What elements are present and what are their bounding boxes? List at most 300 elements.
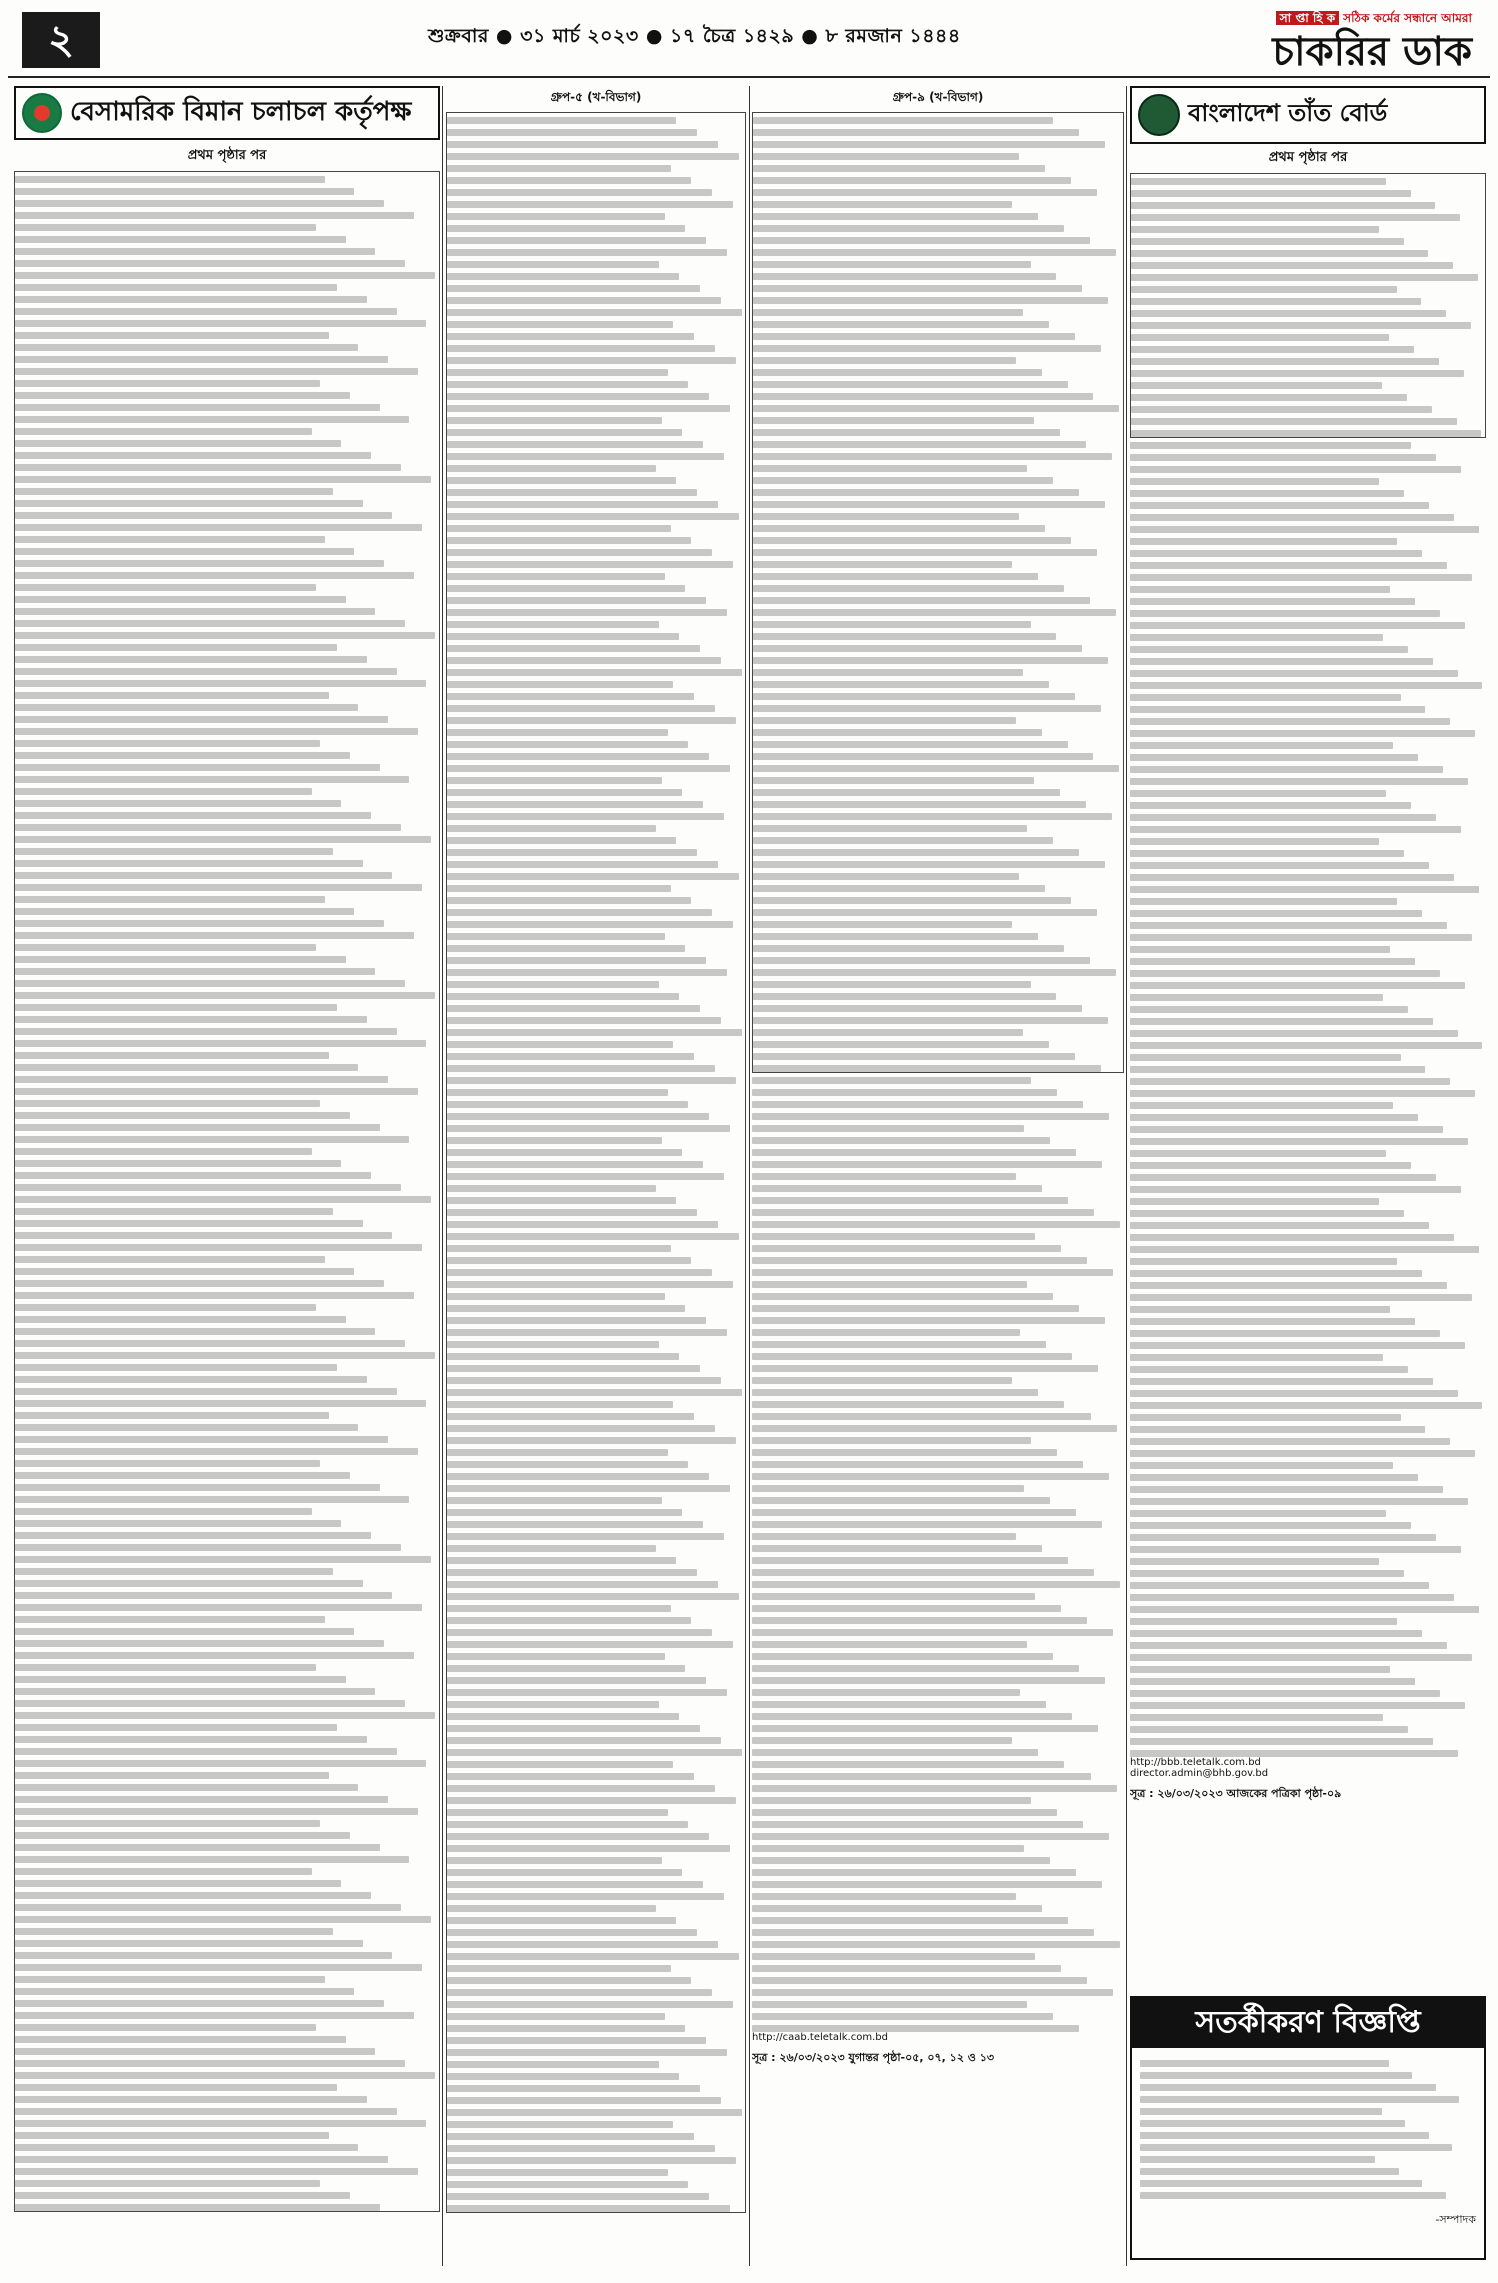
text-line bbox=[752, 1233, 1035, 1240]
text-line bbox=[1130, 1102, 1393, 1109]
text-line bbox=[15, 1928, 333, 1935]
text-line bbox=[15, 1520, 341, 1527]
text-line bbox=[752, 1221, 1120, 1228]
text-line bbox=[752, 1101, 1083, 1108]
text-line bbox=[447, 1677, 706, 1684]
text-line bbox=[15, 1616, 325, 1623]
text-line bbox=[1130, 1126, 1443, 1133]
column-divider bbox=[749, 86, 750, 2266]
text-line bbox=[447, 261, 659, 268]
text-line bbox=[15, 872, 392, 879]
text-line bbox=[15, 1664, 316, 1671]
text-line bbox=[1130, 1270, 1422, 1277]
text-line bbox=[753, 873, 1019, 880]
text-line bbox=[15, 1652, 414, 1659]
caab-instructions bbox=[752, 1077, 1124, 2032]
warning-notice-body bbox=[1132, 2052, 1484, 2207]
text-line bbox=[447, 1653, 665, 1660]
text-line bbox=[753, 369, 1042, 376]
text-line bbox=[15, 440, 341, 447]
text-line bbox=[447, 801, 703, 808]
text-line bbox=[1130, 1258, 1397, 1265]
text-line bbox=[752, 1989, 1113, 1996]
text-line bbox=[15, 1604, 422, 1611]
text-line bbox=[15, 368, 418, 375]
text-line bbox=[447, 909, 712, 916]
caab-source: সূত্র : ২৬/০৩/২০২৩ যুগান্তর পৃষ্ঠা-০৫, ০৭, ১২ ও ১৩ bbox=[752, 2051, 995, 2064]
text-line bbox=[15, 332, 329, 339]
text-line bbox=[1130, 1342, 1465, 1349]
text-line bbox=[15, 1676, 346, 1683]
text-line bbox=[447, 1257, 691, 1264]
text-line bbox=[753, 501, 1105, 508]
text-line bbox=[15, 2048, 375, 2055]
text-line bbox=[752, 1677, 1105, 1684]
text-line bbox=[752, 1821, 1083, 1828]
text-line bbox=[15, 860, 363, 867]
text-line bbox=[752, 1797, 1031, 1804]
text-line bbox=[15, 656, 367, 663]
text-line bbox=[1131, 262, 1453, 269]
text-line bbox=[1130, 1462, 1393, 1469]
text-line bbox=[447, 1305, 685, 1312]
text-line bbox=[1130, 886, 1479, 893]
text-line bbox=[752, 1713, 1072, 1720]
text-line bbox=[752, 1137, 1050, 1144]
text-line bbox=[15, 1700, 405, 1707]
text-line bbox=[1130, 1426, 1425, 1433]
text-line bbox=[447, 1509, 682, 1516]
caab-post-rows bbox=[447, 117, 745, 2212]
text-line bbox=[1140, 2192, 1446, 2199]
text-line bbox=[1130, 1558, 1379, 1565]
text-line bbox=[1130, 1210, 1404, 1217]
text-line bbox=[752, 1701, 1046, 1708]
text-line bbox=[447, 2133, 694, 2140]
text-line bbox=[447, 1521, 703, 1528]
text-line bbox=[447, 1701, 659, 1708]
text-line bbox=[15, 968, 375, 975]
text-line bbox=[1130, 1294, 1472, 1301]
text-line bbox=[15, 1496, 409, 1503]
text-line bbox=[1130, 730, 1475, 737]
text-line bbox=[753, 249, 1116, 256]
text-line bbox=[15, 296, 367, 303]
text-line bbox=[447, 1221, 718, 1228]
text-line bbox=[15, 1484, 380, 1491]
text-line bbox=[753, 441, 1086, 448]
text-line bbox=[1130, 1378, 1433, 1385]
text-line bbox=[752, 1173, 1016, 1180]
text-line bbox=[1130, 1690, 1440, 1697]
text-line bbox=[1130, 682, 1482, 689]
text-line bbox=[15, 944, 316, 951]
text-line bbox=[447, 573, 665, 580]
text-line bbox=[15, 812, 371, 819]
caab-website: http://caab.teletalk.com.bd bbox=[752, 2032, 888, 2043]
text-line bbox=[15, 1424, 358, 1431]
text-line bbox=[447, 2121, 673, 2128]
text-line bbox=[15, 524, 422, 531]
text-line bbox=[15, 1460, 320, 1467]
caab-post-table bbox=[14, 171, 440, 2212]
text-line bbox=[752, 1509, 1076, 1516]
text-line bbox=[753, 909, 1097, 916]
text-line bbox=[753, 537, 1071, 544]
text-line bbox=[1130, 538, 1397, 545]
brand-weekly-tag: সা প্তা হি ক bbox=[1276, 11, 1339, 25]
caab-banner bbox=[14, 86, 440, 140]
text-line bbox=[1130, 1498, 1468, 1505]
text-line bbox=[15, 1328, 375, 1335]
text-line bbox=[752, 1965, 1061, 1972]
text-line bbox=[1130, 658, 1433, 665]
text-line bbox=[15, 1532, 371, 1539]
text-line bbox=[447, 153, 739, 160]
text-line bbox=[15, 1988, 354, 1995]
text-line bbox=[447, 1161, 703, 1168]
text-line bbox=[752, 1581, 1120, 1588]
text-line bbox=[15, 704, 358, 711]
text-line bbox=[1131, 370, 1464, 377]
text-line bbox=[447, 1329, 727, 1336]
text-line bbox=[447, 621, 659, 628]
text-line bbox=[15, 608, 375, 615]
text-line bbox=[447, 789, 682, 796]
text-line bbox=[752, 1113, 1109, 1120]
text-line bbox=[1140, 2132, 1429, 2139]
text-line bbox=[447, 2085, 700, 2092]
text-line bbox=[752, 1545, 1042, 1552]
text-line bbox=[1130, 1090, 1475, 1097]
text-line bbox=[1130, 1198, 1379, 1205]
handloom-banner bbox=[1130, 86, 1486, 144]
text-line bbox=[15, 1088, 418, 1095]
text-line bbox=[1130, 898, 1397, 905]
text-line bbox=[1131, 310, 1446, 317]
text-line bbox=[15, 1916, 431, 1923]
text-line bbox=[752, 1257, 1087, 1264]
text-line bbox=[1130, 874, 1454, 881]
text-line bbox=[1140, 2168, 1399, 2175]
text-line bbox=[752, 1089, 1057, 1096]
text-line bbox=[1130, 1594, 1454, 1601]
text-line bbox=[447, 2145, 715, 2152]
text-line bbox=[752, 1809, 1057, 1816]
text-line bbox=[15, 2192, 350, 2199]
text-line bbox=[447, 1905, 656, 1912]
text-line bbox=[1130, 742, 1393, 749]
text-line bbox=[447, 1041, 673, 1048]
text-line bbox=[1130, 982, 1465, 989]
warning-notice-signature: -সম্পাদক bbox=[1435, 2213, 1476, 2226]
caab-post-table bbox=[446, 112, 746, 2213]
text-line bbox=[447, 1389, 742, 1396]
text-line bbox=[752, 1485, 1024, 1492]
text-line bbox=[1131, 202, 1435, 209]
text-line bbox=[447, 1989, 712, 1996]
text-line bbox=[753, 405, 1119, 412]
text-line bbox=[752, 1953, 1035, 1960]
text-line bbox=[753, 285, 1082, 292]
text-line bbox=[15, 1580, 363, 1587]
text-line bbox=[15, 1736, 367, 1743]
text-line bbox=[752, 1197, 1068, 1204]
caab-post-table bbox=[752, 112, 1124, 1073]
text-line bbox=[447, 1413, 694, 1420]
text-line bbox=[752, 1245, 1061, 1252]
text-line bbox=[447, 1017, 721, 1024]
text-line bbox=[447, 1029, 742, 1036]
text-line bbox=[1130, 1066, 1425, 1073]
text-line bbox=[1131, 178, 1386, 185]
text-line bbox=[447, 321, 673, 328]
text-line bbox=[447, 981, 659, 988]
text-line bbox=[753, 789, 1060, 796]
text-line bbox=[15, 428, 312, 435]
text-line bbox=[447, 1569, 697, 1576]
text-line bbox=[15, 1040, 426, 1047]
text-line bbox=[753, 921, 1012, 928]
text-line bbox=[1140, 2084, 1436, 2091]
text-line bbox=[447, 1401, 673, 1408]
text-line bbox=[15, 1220, 363, 1227]
text-line bbox=[15, 896, 325, 903]
text-line bbox=[447, 2013, 665, 2020]
text-line bbox=[753, 129, 1079, 136]
text-line bbox=[447, 1089, 668, 1096]
text-line bbox=[15, 584, 316, 591]
text-line bbox=[15, 668, 397, 675]
group-heading: গ্রুপ-৫ (খ-বিভাগ) bbox=[550, 90, 642, 104]
text-line bbox=[15, 380, 320, 387]
text-line bbox=[752, 1149, 1076, 1156]
text-line bbox=[752, 1533, 1016, 1540]
text-line bbox=[447, 237, 706, 244]
text-line bbox=[15, 776, 409, 783]
text-line bbox=[1130, 1618, 1397, 1625]
text-line bbox=[1131, 238, 1404, 245]
text-line bbox=[753, 381, 1068, 388]
handloom-email: director.admin@bhb.gov.bd bbox=[1130, 1768, 1269, 1779]
text-line bbox=[1130, 1318, 1415, 1325]
handloom-column bbox=[1130, 86, 1486, 2266]
text-line bbox=[447, 1737, 721, 1744]
text-line bbox=[447, 357, 736, 364]
text-line bbox=[752, 1389, 1038, 1396]
text-line bbox=[15, 956, 346, 963]
text-line bbox=[15, 284, 337, 291]
text-line bbox=[15, 764, 380, 771]
brand-name: চাকরির ডাক bbox=[1272, 28, 1472, 75]
text-line bbox=[447, 1353, 679, 1360]
text-line bbox=[1130, 1642, 1447, 1649]
text-line bbox=[15, 1760, 426, 1767]
text-line bbox=[15, 1448, 418, 1455]
text-line bbox=[15, 1508, 312, 1515]
text-line bbox=[753, 741, 1068, 748]
text-line bbox=[753, 345, 1101, 352]
text-line bbox=[1130, 1570, 1404, 1577]
text-line bbox=[15, 1232, 392, 1239]
text-line bbox=[447, 465, 656, 472]
text-line bbox=[1130, 1606, 1479, 1613]
text-line bbox=[15, 1640, 384, 1647]
text-line bbox=[447, 1785, 715, 1792]
text-line bbox=[447, 225, 685, 232]
text-line bbox=[752, 1929, 1094, 1936]
text-line bbox=[447, 2109, 742, 2116]
text-line bbox=[753, 261, 1031, 268]
text-line bbox=[753, 201, 1012, 208]
text-line bbox=[752, 1605, 1061, 1612]
text-line bbox=[1130, 694, 1401, 701]
text-line bbox=[15, 2132, 329, 2139]
text-line bbox=[447, 1377, 721, 1384]
text-line bbox=[447, 2193, 709, 2200]
text-line bbox=[1130, 1282, 1447, 1289]
text-line bbox=[447, 1749, 742, 1756]
text-line bbox=[1130, 1030, 1458, 1037]
text-line bbox=[1130, 550, 1422, 557]
text-line bbox=[753, 693, 1075, 700]
text-line bbox=[15, 1436, 388, 1443]
text-line bbox=[753, 141, 1105, 148]
caab-column-3 bbox=[752, 86, 1124, 2266]
text-line bbox=[447, 1605, 671, 1612]
text-line bbox=[15, 2072, 435, 2079]
text-line bbox=[15, 716, 388, 723]
text-line bbox=[1131, 382, 1382, 389]
text-line bbox=[15, 1892, 371, 1899]
text-line bbox=[752, 1569, 1094, 1576]
text-line bbox=[1131, 226, 1379, 233]
text-line bbox=[15, 1796, 388, 1803]
text-line bbox=[447, 393, 709, 400]
text-line bbox=[1130, 778, 1468, 785]
text-line bbox=[752, 1941, 1120, 1948]
text-line bbox=[447, 585, 685, 592]
text-line bbox=[1130, 1330, 1440, 1337]
text-line bbox=[15, 1568, 333, 1575]
text-line bbox=[447, 681, 673, 688]
text-line bbox=[447, 1809, 668, 1816]
text-line bbox=[15, 464, 401, 471]
text-line bbox=[752, 1473, 1109, 1480]
page-number: ২ bbox=[22, 12, 100, 68]
text-line bbox=[753, 753, 1093, 760]
text-line bbox=[15, 272, 435, 279]
text-line bbox=[1130, 862, 1429, 869]
text-line bbox=[1131, 430, 1481, 437]
text-line bbox=[1130, 1114, 1418, 1121]
text-line bbox=[15, 1028, 397, 1035]
column-divider bbox=[1126, 86, 1127, 2266]
text-line bbox=[15, 1748, 397, 1755]
text-line bbox=[752, 1281, 1027, 1288]
text-line bbox=[1130, 562, 1447, 569]
text-line bbox=[447, 1497, 662, 1504]
caab-column-2 bbox=[446, 86, 746, 2266]
text-line bbox=[15, 1064, 358, 1071]
text-line bbox=[447, 1113, 709, 1120]
text-line bbox=[15, 1712, 435, 1719]
text-line bbox=[447, 189, 712, 196]
text-line bbox=[447, 825, 656, 832]
text-line bbox=[752, 1401, 1064, 1408]
text-line bbox=[15, 248, 375, 255]
text-line bbox=[753, 609, 1116, 616]
caab-title: বেসামরিক বিমান চলাচল কর্তৃপক্ষ bbox=[70, 97, 412, 127]
text-line bbox=[447, 969, 727, 976]
text-line bbox=[752, 1437, 1031, 1444]
text-line bbox=[15, 2156, 388, 2163]
caab-continued-label: প্রথম পৃষ্ঠার পর bbox=[187, 148, 267, 163]
text-line bbox=[753, 525, 1045, 532]
text-line bbox=[15, 1004, 337, 1011]
text-line bbox=[15, 452, 371, 459]
text-line bbox=[15, 2036, 346, 2043]
text-line bbox=[447, 693, 694, 700]
text-line bbox=[752, 1617, 1087, 1624]
text-line bbox=[15, 1976, 325, 1983]
text-line bbox=[1130, 814, 1436, 821]
text-line bbox=[15, 1628, 354, 1635]
text-line bbox=[447, 1629, 712, 1636]
text-line bbox=[447, 993, 679, 1000]
text-line bbox=[447, 921, 733, 928]
text-line bbox=[15, 1316, 346, 1323]
text-line bbox=[447, 453, 724, 460]
text-line bbox=[15, 920, 384, 927]
text-line bbox=[447, 1245, 671, 1252]
text-line bbox=[15, 1160, 341, 1167]
text-line bbox=[752, 1869, 1076, 1876]
text-line bbox=[447, 141, 718, 148]
text-line bbox=[447, 1881, 703, 1888]
text-line bbox=[447, 405, 730, 412]
text-line bbox=[753, 1017, 1108, 1024]
text-line bbox=[15, 236, 346, 243]
text-line bbox=[753, 513, 1019, 520]
text-line bbox=[15, 932, 414, 939]
text-line bbox=[447, 333, 694, 340]
text-line bbox=[753, 237, 1090, 244]
text-line bbox=[753, 561, 1012, 568]
text-line bbox=[15, 476, 431, 483]
text-line bbox=[752, 1761, 1064, 1768]
text-line bbox=[447, 201, 733, 208]
text-line bbox=[447, 1293, 665, 1300]
text-line bbox=[15, 212, 414, 219]
text-line bbox=[752, 1365, 1098, 1372]
text-line bbox=[447, 1845, 730, 1852]
text-line bbox=[15, 992, 435, 999]
text-line bbox=[753, 477, 1053, 484]
text-line bbox=[752, 1629, 1113, 1636]
handloom-continued-label: প্রথম পৃষ্ঠার পর bbox=[1268, 150, 1348, 165]
text-line bbox=[15, 176, 325, 183]
text-line bbox=[447, 1965, 671, 1972]
text-line bbox=[447, 873, 739, 880]
text-line bbox=[1140, 2120, 1405, 2127]
text-line bbox=[447, 501, 718, 508]
text-line bbox=[15, 488, 333, 495]
text-line bbox=[15, 1100, 320, 1107]
text-line bbox=[15, 2168, 418, 2175]
bangladesh-seal-icon bbox=[22, 93, 62, 133]
text-line bbox=[447, 273, 679, 280]
